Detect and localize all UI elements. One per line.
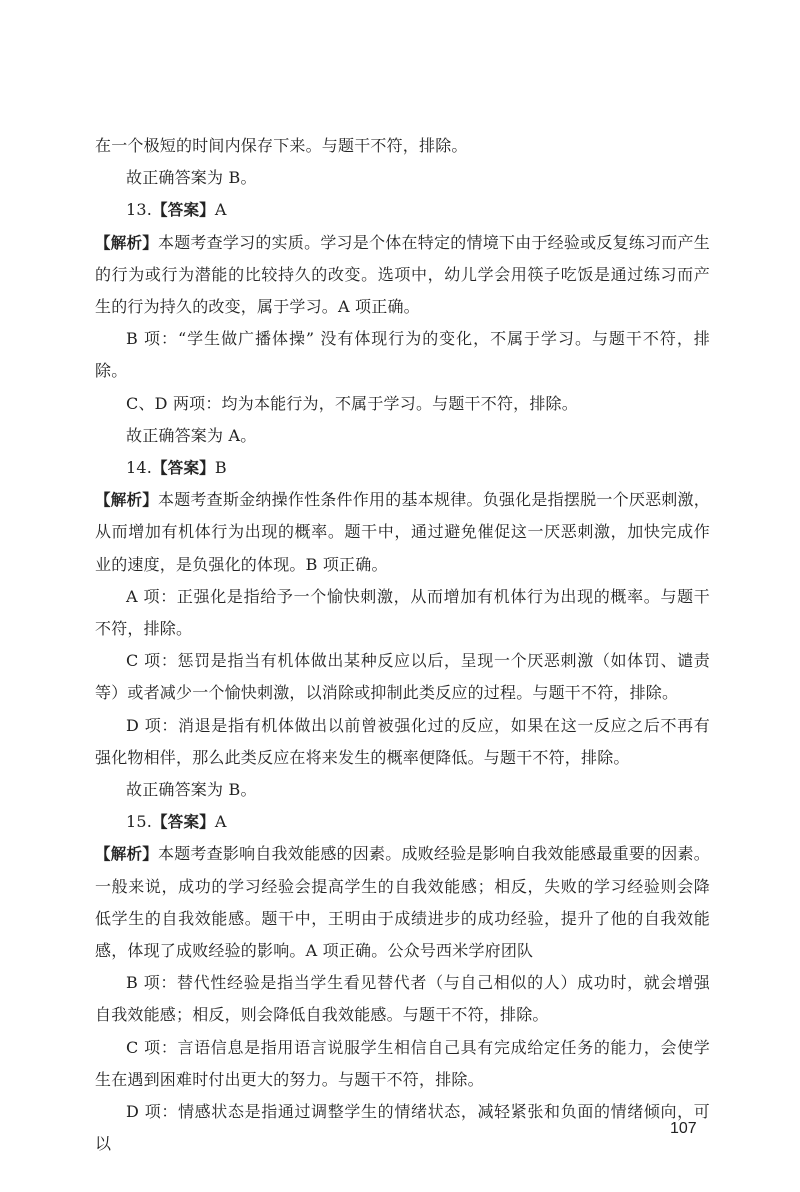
analysis-15 xyxy=(95,838,710,967)
question-number: 14. xyxy=(126,458,153,478)
option-b-15 xyxy=(95,967,710,1031)
analysis-label: 【解析】 xyxy=(95,491,158,510)
option-cd-13 xyxy=(95,388,710,420)
analysis-label: 【解析】 xyxy=(95,233,158,252)
paragraph-text: C、D 两项：均为本能行为，不属于学习。与题干不符，排除。 xyxy=(126,393,578,413)
analysis-label: 【解析】 xyxy=(95,845,158,864)
option-b-13 xyxy=(95,323,710,387)
document-body xyxy=(95,130,710,1161)
answer-label: 【答案】 xyxy=(152,459,215,478)
paragraph-text: 故正确答案为 B。 xyxy=(126,780,257,800)
question-number: 15. xyxy=(126,812,153,832)
paragraph-1 xyxy=(95,130,710,162)
paragraph-text: 故正确答案为 B。 xyxy=(126,168,257,188)
option-c-14 xyxy=(95,645,710,709)
option-d-14 xyxy=(95,710,710,774)
paragraph-text: D 项：情感状态是指通过调整学生的情绪状态，减轻紧张和负面的情绪倾向，可以 xyxy=(95,1102,710,1154)
paragraph-text: 故正确答案为 A。 xyxy=(126,425,257,445)
page-number: 107 xyxy=(670,1120,697,1137)
answer-label: 【答案】 xyxy=(152,813,215,832)
option-a-14 xyxy=(95,581,710,645)
answer-heading-14 xyxy=(95,452,710,484)
paragraph-text: 在一个极短的时间内保存下来。与题干不符，排除。 xyxy=(95,136,468,155)
paragraph-text: B 项：替代性经验是指当学生看见替代者（与自己相似的人）成功时，就会增强自我效能感；相反，则会降低自我效能感。与题干不符，排除。 xyxy=(95,973,710,1025)
paragraph-text: C 项：言语信息是指用语言说服学生相信自己具有完成给定任务的能力，会使学生在遇到困难时付出更大的努力。与题干不符，排除。 xyxy=(95,1037,710,1089)
conclusion-14 xyxy=(95,774,710,806)
answer-value: A xyxy=(214,812,227,832)
paragraph-text: 本题考查斯金纳操作性条件作用的基本规律。负强化是指摆脱一个厌恶刺激，从而增加有机体行为出现的概率。题干中，通过避免催促这一厌恶刺激，加快完成作业的速度，是负强化的体现。B 项正确。 xyxy=(95,490,710,574)
analysis-14 xyxy=(95,484,710,581)
answer-heading-15 xyxy=(95,806,710,838)
paragraph-text: C 项：惩罚是指当有机体做出某种反应以后，呈现一个厌恶刺激（如体罚、谴责等）或者减少一个愉快刺激，以消除或抑制此类反应的过程。与题干不符，排除。 xyxy=(95,651,710,703)
paragraph-2 xyxy=(95,162,710,194)
paragraph-text: B 项：“学生做广播体操” 没有体现行为的变化，不属于学习。与题干不符，排除。 xyxy=(95,329,710,381)
paragraph-text: D 项：消退是指有机体做出以前曾被强化过的反应，如果在这一反应之后不再有强化物相伴，那么此类反应在将来发生的概率便降低。与题干不符，排除。 xyxy=(95,715,710,767)
answer-label: 【答案】 xyxy=(152,201,215,220)
paragraph-text: A 项：正强化是指给予一个愉快刺激，从而增加有机体行为出现的概率。与题干不符，排除。 xyxy=(95,586,710,639)
paragraph-text: 本题考查影响自我效能感的因素。成败经验是影响自我效能感最重要的因素。一般来说，成功的学习经验会提高学生的自我效能感；相反，失败的学习经验则会降低学生的自我效能感。题干中，王明由于成绩进步的成功经验，提升了他的自我效能感，体现了成败经验的影响。A 项正确。公众号西米学府团队 xyxy=(95,844,710,961)
answer-value: B xyxy=(214,458,227,478)
option-d-15 xyxy=(95,1096,710,1160)
conclusion-13 xyxy=(95,420,710,452)
option-c-15 xyxy=(95,1032,710,1096)
question-number: 13. xyxy=(126,200,153,220)
answer-value: A xyxy=(214,200,227,220)
paragraph-text: 本题考查学习的实质。学习是个体在特定的情境下由于经验或反复练习而产生的行为或行为潜能的比较持久的改变。选项中，幼儿学会用筷子吃饭是通过练习而产生的行为持久的改变，属于学习。A 项正确。 xyxy=(95,232,710,317)
answer-heading-13 xyxy=(95,194,710,226)
analysis-13 xyxy=(95,227,710,324)
